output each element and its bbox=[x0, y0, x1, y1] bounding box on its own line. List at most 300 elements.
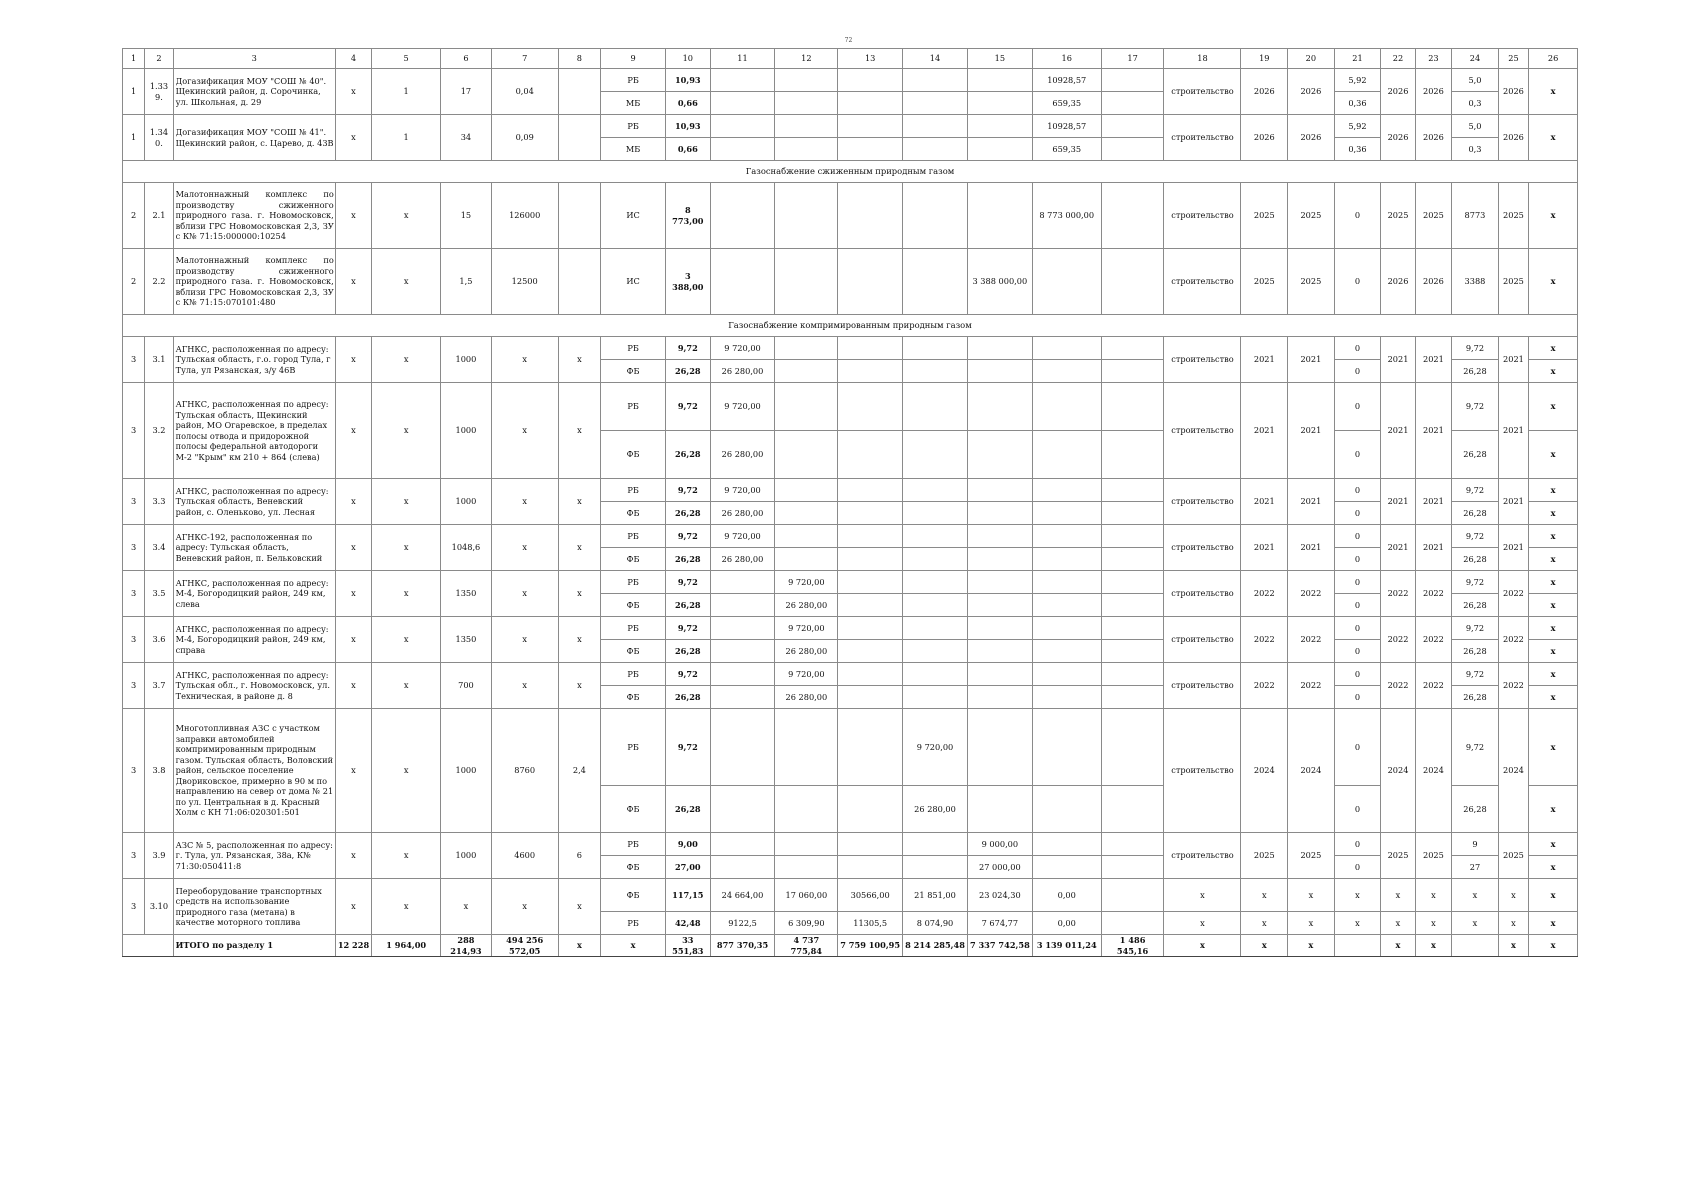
table-cell: 2022 bbox=[1415, 571, 1451, 617]
table-cell bbox=[775, 525, 838, 548]
table-cell bbox=[558, 183, 601, 249]
table-cell: 11305,5 bbox=[838, 912, 903, 935]
table-cell: 2021 bbox=[1415, 525, 1451, 571]
table-cell: 1,5 bbox=[441, 249, 492, 315]
table-cell: 21 851,00 bbox=[903, 879, 968, 912]
funding-source: ФБ bbox=[601, 594, 666, 617]
table-cell: 9,72 bbox=[666, 479, 711, 502]
table-cell: x bbox=[372, 383, 441, 479]
table-cell: 2021 bbox=[1498, 383, 1528, 479]
total-value: 494 256 572,05 bbox=[491, 935, 558, 957]
table-cell bbox=[838, 479, 903, 502]
table-cell bbox=[838, 640, 903, 663]
table-cell: 1 bbox=[372, 69, 441, 115]
table-cell: строительство bbox=[1164, 479, 1241, 525]
table-cell: 1000 bbox=[441, 833, 492, 879]
table-row bbox=[123, 249, 1578, 315]
table-cell: строительство bbox=[1164, 617, 1241, 663]
table-cell bbox=[775, 709, 838, 786]
table-cell: x bbox=[1529, 337, 1578, 360]
table-cell: 9,72 bbox=[1452, 663, 1499, 686]
table-cell: 2022 bbox=[1288, 617, 1335, 663]
table-cell: x bbox=[1529, 502, 1578, 525]
object-name: АГНКС, расположенная по адресу: М-4, Богородицкий район, 249 км, слева bbox=[173, 571, 335, 617]
table-cell: 1350 bbox=[441, 617, 492, 663]
table-cell: x bbox=[558, 879, 601, 935]
table-cell: x bbox=[1529, 640, 1578, 663]
table-cell: 0 bbox=[1334, 360, 1381, 383]
table-cell bbox=[775, 786, 838, 833]
total-value bbox=[1452, 935, 1499, 957]
table-cell bbox=[903, 571, 968, 594]
table-cell: 7 674,77 bbox=[967, 912, 1032, 935]
table-cell: 3 bbox=[123, 571, 145, 617]
table-cell: x bbox=[1529, 663, 1578, 686]
table-cell: 126000 bbox=[491, 183, 558, 249]
table-cell bbox=[1101, 709, 1164, 786]
table-cell bbox=[775, 138, 838, 161]
table-cell bbox=[967, 138, 1032, 161]
table-cell: строительство bbox=[1164, 709, 1241, 833]
item-number: 3.4 bbox=[145, 525, 173, 571]
total-value: x bbox=[601, 935, 666, 957]
table-cell bbox=[1101, 360, 1164, 383]
table-cell: 2 bbox=[123, 249, 145, 315]
table-cell: 26,28 bbox=[1452, 640, 1499, 663]
table-cell bbox=[967, 594, 1032, 617]
table-cell: 3 bbox=[123, 709, 145, 833]
table-cell: 3 bbox=[123, 337, 145, 383]
table-cell: 2025 bbox=[1498, 249, 1528, 315]
item-number: 3.1 bbox=[145, 337, 173, 383]
table-cell: 30566,00 bbox=[838, 879, 903, 912]
table-cell: 9,72 bbox=[666, 383, 711, 431]
table-cell: 0 bbox=[1334, 686, 1381, 709]
column-number-header: 14 bbox=[903, 49, 968, 69]
table-cell: 3 388,00 bbox=[666, 249, 711, 315]
table-cell bbox=[1032, 640, 1101, 663]
table-cell bbox=[1032, 502, 1101, 525]
table-cell bbox=[1101, 431, 1164, 479]
table-cell bbox=[1032, 479, 1101, 502]
table-cell: x bbox=[1529, 525, 1578, 548]
table-cell bbox=[1032, 709, 1101, 786]
table-cell: 2021 bbox=[1381, 479, 1415, 525]
table-cell bbox=[838, 617, 903, 640]
table-cell: 2021 bbox=[1288, 337, 1335, 383]
table-cell: строительство bbox=[1164, 69, 1241, 115]
table-cell bbox=[903, 69, 968, 92]
table-cell: 26 280,00 bbox=[710, 502, 775, 525]
table-cell: 2025 bbox=[1415, 183, 1451, 249]
table-cell: 0 bbox=[1334, 663, 1381, 686]
table-cell: 0,66 bbox=[666, 92, 711, 115]
table-cell: x bbox=[1498, 879, 1528, 912]
table-cell: x bbox=[372, 249, 441, 315]
table-cell bbox=[967, 617, 1032, 640]
table-cell: 8 773 000,00 bbox=[1032, 183, 1101, 249]
table-cell bbox=[775, 548, 838, 571]
table-cell: x bbox=[1529, 115, 1578, 161]
table-cell: 10,93 bbox=[666, 115, 711, 138]
table-cell: 2021 bbox=[1241, 479, 1288, 525]
table-cell: 0,00 bbox=[1032, 879, 1101, 912]
column-number-header: 7 bbox=[491, 49, 558, 69]
table-cell: 6 bbox=[558, 833, 601, 879]
table-cell bbox=[710, 786, 775, 833]
funding-source: МБ bbox=[601, 92, 666, 115]
table-cell: 0,36 bbox=[1334, 138, 1381, 161]
table-cell: x bbox=[1452, 879, 1499, 912]
table-cell: x bbox=[1164, 879, 1241, 912]
table-cell: x bbox=[1529, 786, 1578, 833]
table-cell: x bbox=[335, 663, 371, 709]
table-cell: 1048,6 bbox=[441, 525, 492, 571]
funding-source: ИС bbox=[601, 249, 666, 315]
item-number: 3.2 bbox=[145, 383, 173, 479]
table-cell bbox=[838, 525, 903, 548]
table-cell: 9,72 bbox=[1452, 525, 1499, 548]
table-cell: x bbox=[1529, 912, 1578, 935]
table-cell: x bbox=[491, 383, 558, 479]
item-number: 2.2 bbox=[145, 249, 173, 315]
object-name: АГНКС, расположенная по адресу: М-4, Богородицкий район, 249 км, справа bbox=[173, 617, 335, 663]
table-cell: x bbox=[1529, 709, 1578, 786]
table-cell: 2021 bbox=[1498, 479, 1528, 525]
table-cell bbox=[903, 856, 968, 879]
funding-source: ФБ bbox=[601, 431, 666, 479]
table-cell: 9,72 bbox=[1452, 479, 1499, 502]
table-cell: 5,92 bbox=[1334, 115, 1381, 138]
table-cell bbox=[838, 249, 903, 315]
table-cell bbox=[838, 337, 903, 360]
table-cell: 26 280,00 bbox=[710, 431, 775, 479]
item-number: 1.339. bbox=[145, 69, 173, 115]
table-cell: x bbox=[558, 383, 601, 479]
table-cell: x bbox=[1334, 879, 1381, 912]
column-number-header: 12 bbox=[775, 49, 838, 69]
table-cell bbox=[1032, 786, 1101, 833]
table-cell: 2025 bbox=[1415, 833, 1451, 879]
object-name: АГНКС, расположенная по адресу: Тульская область, Веневский район, с. Оленьково, ул. Лесная bbox=[173, 479, 335, 525]
table-cell: 4600 bbox=[491, 833, 558, 879]
table-cell bbox=[710, 617, 775, 640]
table-cell bbox=[1032, 594, 1101, 617]
table-cell: x bbox=[1415, 879, 1451, 912]
table-cell: 2021 bbox=[1381, 383, 1415, 479]
table-cell: x bbox=[1529, 360, 1578, 383]
table-cell: 9 720,00 bbox=[710, 383, 775, 431]
funding-source: РБ bbox=[601, 115, 666, 138]
total-row bbox=[123, 935, 1578, 957]
table-cell: x bbox=[372, 183, 441, 249]
object-name: Переоборудование транспортных средств на использование природного газа (метана) в качестве моторного топлива bbox=[173, 879, 335, 935]
table-cell: x bbox=[491, 879, 558, 935]
table-cell: x bbox=[441, 879, 492, 935]
column-number-header: 25 bbox=[1498, 49, 1528, 69]
table-cell bbox=[1101, 383, 1164, 431]
table-cell bbox=[838, 183, 903, 249]
table-cell bbox=[1032, 856, 1101, 879]
table-cell bbox=[838, 138, 903, 161]
table-cell: 2,4 bbox=[558, 709, 601, 833]
table-cell: 2024 bbox=[1381, 709, 1415, 833]
table-cell bbox=[1101, 115, 1164, 138]
table-cell: 9 720,00 bbox=[710, 479, 775, 502]
table-cell: 9 000,00 bbox=[967, 833, 1032, 856]
table-cell: 3 bbox=[123, 879, 145, 935]
table-cell: 2 bbox=[123, 183, 145, 249]
table-row bbox=[123, 879, 1578, 912]
table-cell bbox=[967, 69, 1032, 92]
funding-source: РБ bbox=[601, 69, 666, 92]
table-cell: 9,72 bbox=[666, 709, 711, 786]
table-cell: 700 bbox=[441, 663, 492, 709]
table-cell: 26,28 bbox=[1452, 786, 1499, 833]
table-cell: 3388 bbox=[1452, 249, 1499, 315]
table-cell: x bbox=[335, 617, 371, 663]
funding-source: ФБ bbox=[601, 502, 666, 525]
table-cell: 2026 bbox=[1241, 115, 1288, 161]
table-cell: 0 bbox=[1334, 337, 1381, 360]
table-cell: x bbox=[372, 571, 441, 617]
table-cell: строительство bbox=[1164, 115, 1241, 161]
table-cell: x bbox=[1529, 617, 1578, 640]
total-value: 12 228 bbox=[335, 935, 371, 957]
object-name: Многотопливная АЗС с участком заправки автомобилей компримированным природным газом. Тульская область, Воловский район, сельское поселение Двориковское, примерно в 90 м по направлению на север от дома № 21 по ул. Центральная в д. Красный Холм с КН 71:06:020301:501 bbox=[173, 709, 335, 833]
total-value: x bbox=[1498, 935, 1528, 957]
object-name: Догазификация МОУ "СОШ № 40". Щекинский район, д. Сорочинка, ул. Школьная, д. 29 bbox=[173, 69, 335, 115]
column-number-header: 18 bbox=[1164, 49, 1241, 69]
item-number: 2.1 bbox=[145, 183, 173, 249]
table-cell: 2021 bbox=[1498, 337, 1528, 383]
table-cell: 2022 bbox=[1498, 663, 1528, 709]
total-value: 3 139 011,24 bbox=[1032, 935, 1101, 957]
table-cell: x bbox=[335, 183, 371, 249]
table-cell: x bbox=[335, 337, 371, 383]
table-cell bbox=[1101, 856, 1164, 879]
table-cell bbox=[1101, 879, 1164, 912]
table-cell: 659,35 bbox=[1032, 92, 1101, 115]
table-cell: 2021 bbox=[1288, 479, 1335, 525]
table-cell bbox=[1101, 502, 1164, 525]
item-number: 3.10 bbox=[145, 879, 173, 935]
table-cell bbox=[710, 92, 775, 115]
table-cell bbox=[558, 249, 601, 315]
table-cell bbox=[967, 525, 1032, 548]
table-cell: 2022 bbox=[1288, 663, 1335, 709]
table-cell: 15 bbox=[441, 183, 492, 249]
table-cell: 0,09 bbox=[491, 115, 558, 161]
table-cell: 2021 bbox=[1288, 383, 1335, 479]
total-value: x bbox=[1415, 935, 1451, 957]
table-cell: 5,0 bbox=[1452, 115, 1499, 138]
table-cell: 0 bbox=[1334, 183, 1381, 249]
table-cell bbox=[838, 360, 903, 383]
object-name: АЗС № 5, расположенная по адресу: г. Тула, ул. Рязанская, 38а, К№ 71:30:050411:8 bbox=[173, 833, 335, 879]
table-cell: 2022 bbox=[1498, 617, 1528, 663]
table-cell: x bbox=[558, 571, 601, 617]
table-cell: 0,3 bbox=[1452, 92, 1499, 115]
table-cell bbox=[903, 337, 968, 360]
table-cell: 8773 bbox=[1452, 183, 1499, 249]
table-cell: x bbox=[335, 525, 371, 571]
funding-source: РБ bbox=[601, 383, 666, 431]
table-cell: 2025 bbox=[1498, 183, 1528, 249]
total-value: 288 214,93 bbox=[441, 935, 492, 957]
table-cell: 1 bbox=[123, 115, 145, 161]
table-cell bbox=[838, 709, 903, 786]
funding-source: РБ bbox=[601, 571, 666, 594]
table-cell: x bbox=[1529, 479, 1578, 502]
table-cell bbox=[1032, 571, 1101, 594]
table-cell: 9 720,00 bbox=[775, 571, 838, 594]
table-cell bbox=[1032, 617, 1101, 640]
table-cell bbox=[903, 525, 968, 548]
table-cell: x bbox=[335, 879, 371, 935]
table-cell bbox=[710, 183, 775, 249]
column-number-header: 24 bbox=[1452, 49, 1499, 69]
table-cell bbox=[838, 856, 903, 879]
table-cell: 2025 bbox=[1241, 833, 1288, 879]
table-cell: x bbox=[1288, 912, 1335, 935]
table-cell bbox=[1101, 786, 1164, 833]
table-cell bbox=[775, 115, 838, 138]
table-cell: 8 773,00 bbox=[666, 183, 711, 249]
table-cell bbox=[903, 663, 968, 686]
table-cell bbox=[967, 786, 1032, 833]
table-cell bbox=[903, 249, 968, 315]
item-number: 3.9 bbox=[145, 833, 173, 879]
table-cell: 26 280,00 bbox=[775, 594, 838, 617]
table-cell bbox=[967, 571, 1032, 594]
table-cell bbox=[903, 383, 968, 431]
total-value: x bbox=[558, 935, 601, 957]
table-cell: 26,28 bbox=[1452, 548, 1499, 571]
table-cell bbox=[1032, 548, 1101, 571]
table-cell bbox=[558, 69, 601, 115]
item-number: 3.5 bbox=[145, 571, 173, 617]
table-cell: 26,28 bbox=[1452, 594, 1499, 617]
table-cell: 3 bbox=[123, 383, 145, 479]
table-cell bbox=[775, 383, 838, 431]
object-name: АГНКС, расположенная по адресу: Тульская обл., г. Новомосковск, ул. Техническая, в районе д. 8 bbox=[173, 663, 335, 709]
table-cell bbox=[775, 183, 838, 249]
table-cell: x bbox=[491, 617, 558, 663]
table-cell: 2024 bbox=[1415, 709, 1451, 833]
table-cell bbox=[710, 571, 775, 594]
table-cell: x bbox=[372, 525, 441, 571]
table-cell: 2026 bbox=[1415, 115, 1451, 161]
table-cell: 2022 bbox=[1288, 571, 1335, 617]
column-number-header: 22 bbox=[1381, 49, 1415, 69]
table-cell bbox=[710, 833, 775, 856]
table-cell: 1350 bbox=[441, 571, 492, 617]
funding-source: ФБ bbox=[601, 686, 666, 709]
table-row bbox=[123, 617, 1578, 640]
table-cell: 2025 bbox=[1288, 183, 1335, 249]
table-cell: строительство bbox=[1164, 833, 1241, 879]
total-value: 33 551,83 bbox=[666, 935, 711, 957]
total-value: x bbox=[1529, 935, 1578, 957]
table-cell: 0,00 bbox=[1032, 912, 1101, 935]
table-cell: 26,28 bbox=[666, 360, 711, 383]
table-cell: 26,28 bbox=[1452, 502, 1499, 525]
table-cell: 42,48 bbox=[666, 912, 711, 935]
table-cell: 2024 bbox=[1498, 709, 1528, 833]
table-cell bbox=[1101, 617, 1164, 640]
funding-source: РБ bbox=[601, 709, 666, 786]
table-cell: 26,28 bbox=[1452, 686, 1499, 709]
table-row bbox=[123, 383, 1578, 431]
table-cell bbox=[1032, 833, 1101, 856]
table-cell bbox=[967, 115, 1032, 138]
total-value: x bbox=[1164, 935, 1241, 957]
table-cell: 26,28 bbox=[666, 548, 711, 571]
table-cell: 2021 bbox=[1415, 337, 1451, 383]
total-value: 1 964,00 bbox=[372, 935, 441, 957]
table-cell bbox=[903, 640, 968, 663]
table-cell: 0 bbox=[1334, 383, 1381, 431]
table-cell: x bbox=[1415, 912, 1451, 935]
item-number: 3.6 bbox=[145, 617, 173, 663]
funding-source: МБ bbox=[601, 138, 666, 161]
table-cell: x bbox=[1381, 879, 1415, 912]
table-cell: x bbox=[1529, 183, 1578, 249]
section-heading: Газоснабжение сжиженным природным газом bbox=[123, 161, 1578, 183]
column-number-header: 9 bbox=[601, 49, 666, 69]
table-cell: 3 388 000,00 bbox=[967, 249, 1032, 315]
table-cell bbox=[1101, 548, 1164, 571]
table-cell bbox=[1101, 594, 1164, 617]
table-cell bbox=[775, 479, 838, 502]
table-cell: 2021 bbox=[1241, 337, 1288, 383]
table-cell: 26 280,00 bbox=[710, 548, 775, 571]
table-cell: x bbox=[335, 479, 371, 525]
table-cell bbox=[710, 640, 775, 663]
table-cell: x bbox=[372, 879, 441, 935]
table-cell: 0 bbox=[1334, 617, 1381, 640]
table-cell: 0,04 bbox=[491, 69, 558, 115]
table-cell: 0 bbox=[1334, 502, 1381, 525]
total-value: x bbox=[1288, 935, 1335, 957]
table-cell: 23 024,30 bbox=[967, 879, 1032, 912]
table-row bbox=[123, 709, 1578, 786]
table-cell: 0 bbox=[1334, 431, 1381, 479]
table-cell: 9,72 bbox=[1452, 337, 1499, 360]
table-cell: x bbox=[1529, 69, 1578, 115]
table-cell: x bbox=[491, 525, 558, 571]
table-cell: x bbox=[491, 479, 558, 525]
table-cell: x bbox=[372, 337, 441, 383]
table-cell bbox=[710, 249, 775, 315]
table-row bbox=[123, 833, 1578, 856]
table-cell: x bbox=[335, 571, 371, 617]
table-cell: 9122,5 bbox=[710, 912, 775, 935]
column-number-header: 5 bbox=[372, 49, 441, 69]
table-cell bbox=[775, 502, 838, 525]
table-cell: x bbox=[1498, 912, 1528, 935]
table-cell bbox=[967, 479, 1032, 502]
table-cell: 2021 bbox=[1415, 383, 1451, 479]
table-cell: 26 280,00 bbox=[775, 640, 838, 663]
table-cell: 9 720,00 bbox=[775, 663, 838, 686]
table-cell: 1 bbox=[123, 69, 145, 115]
table-cell: x bbox=[1529, 594, 1578, 617]
table-cell: 9,72 bbox=[1452, 571, 1499, 594]
table-row bbox=[123, 337, 1578, 360]
column-number-header: 1 bbox=[123, 49, 145, 69]
